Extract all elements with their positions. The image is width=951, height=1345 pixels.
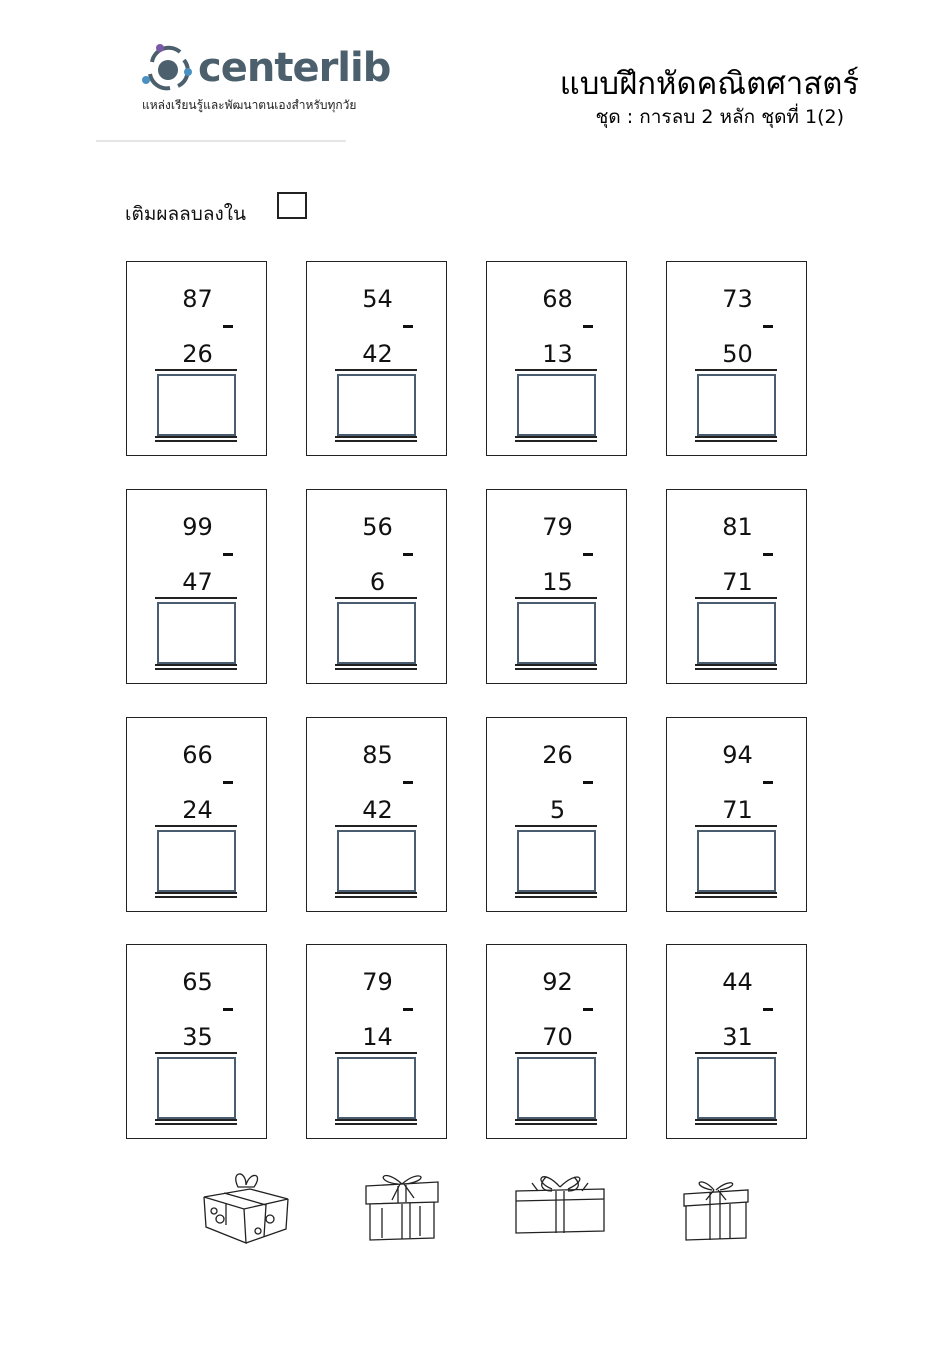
subtrahend: 15 <box>542 568 573 596</box>
minuend: 73 <box>722 285 753 313</box>
subtrahend: 71 <box>722 796 753 824</box>
gift-box-icon <box>512 1167 608 1235</box>
minus-sign <box>403 1008 413 1011</box>
answer-box[interactable] <box>517 374 596 436</box>
problem-card <box>486 944 627 1139</box>
problem-card <box>666 944 807 1139</box>
minus-sign <box>223 553 233 556</box>
subtrahend: 31 <box>722 1023 753 1051</box>
subtrahend: 35 <box>182 1023 213 1051</box>
double-underline <box>335 1119 417 1121</box>
minus-sign <box>223 325 233 328</box>
answer-box[interactable] <box>337 374 416 436</box>
centerlib-logo <box>140 40 400 120</box>
sum-line <box>155 1052 237 1054</box>
double-underline <box>335 664 417 666</box>
minuend: 54 <box>362 285 393 313</box>
subtrahend: 5 <box>549 796 566 824</box>
minuend: 85 <box>362 741 393 769</box>
logo-tagline: แหล่งเรียนรู้และพัฒนาตนเองสำหรับทุกวัย <box>142 98 357 112</box>
double-underline <box>695 896 777 898</box>
minuend: 66 <box>182 741 213 769</box>
answer-box[interactable] <box>337 1057 416 1119</box>
problem-card <box>126 944 267 1139</box>
page-subtitle: ชุด : การลบ 2 หลัก ชุดที่ 1(2) <box>595 106 844 128</box>
double-underline <box>695 668 777 670</box>
problem-card <box>126 489 267 684</box>
sum-line <box>155 369 237 371</box>
subtrahend: 50 <box>722 340 753 368</box>
gift-box-icon <box>200 1167 292 1245</box>
subtrahend: 13 <box>542 340 573 368</box>
double-underline <box>515 1123 597 1125</box>
double-underline <box>335 668 417 670</box>
gift-box-icon <box>362 1166 442 1244</box>
sum-line <box>155 825 237 827</box>
answer-box[interactable] <box>517 1057 596 1119</box>
double-underline <box>515 668 597 670</box>
double-underline <box>695 1123 777 1125</box>
minus-sign <box>763 325 773 328</box>
double-underline <box>515 1119 597 1121</box>
sum-line <box>335 369 417 371</box>
answer-box[interactable] <box>697 1057 776 1119</box>
double-underline <box>155 1123 237 1125</box>
minuend: 65 <box>182 968 213 996</box>
minus-sign <box>223 781 233 784</box>
sum-line <box>515 825 597 827</box>
minus-sign <box>763 1008 773 1011</box>
double-underline <box>515 436 597 438</box>
double-underline <box>155 896 237 898</box>
divider <box>96 140 346 142</box>
minus-sign <box>763 553 773 556</box>
double-underline <box>335 1123 417 1125</box>
double-underline <box>515 664 597 666</box>
answer-box[interactable] <box>337 602 416 664</box>
sum-line <box>695 1052 777 1054</box>
problem-card <box>486 489 627 684</box>
problem-card <box>306 261 447 456</box>
answer-box[interactable] <box>157 1057 236 1119</box>
double-underline <box>335 896 417 898</box>
minuend: 68 <box>542 285 573 313</box>
gift-box-icon <box>680 1172 752 1244</box>
double-underline <box>695 440 777 442</box>
problem-card <box>126 261 267 456</box>
problem-card <box>306 944 447 1139</box>
sum-line <box>515 597 597 599</box>
problem-card <box>306 489 447 684</box>
minuend: 56 <box>362 513 393 541</box>
answer-box[interactable] <box>157 602 236 664</box>
double-underline <box>515 892 597 894</box>
problem-card <box>126 717 267 912</box>
double-underline <box>695 436 777 438</box>
instruction-example-box <box>277 192 307 219</box>
double-underline <box>335 436 417 438</box>
sum-line <box>335 597 417 599</box>
minuend: 99 <box>182 513 213 541</box>
subtrahend: 26 <box>182 340 213 368</box>
minus-sign <box>223 1008 233 1011</box>
sum-line <box>695 597 777 599</box>
page-title: แบบฝึกหัดคณิตศาสตร์ <box>559 66 859 102</box>
problem-card <box>666 261 807 456</box>
problem-card <box>486 261 627 456</box>
logo-wordmark: centerlib <box>198 45 391 91</box>
minus-sign <box>403 553 413 556</box>
minuend: 92 <box>542 968 573 996</box>
subtrahend: 47 <box>182 568 213 596</box>
double-underline <box>155 1119 237 1121</box>
minuend: 94 <box>722 741 753 769</box>
subtrahend: 42 <box>362 340 393 368</box>
double-underline <box>695 892 777 894</box>
subtrahend: 71 <box>722 568 753 596</box>
answer-box[interactable] <box>517 830 596 892</box>
minus-sign <box>583 553 593 556</box>
sum-line <box>335 825 417 827</box>
minus-sign <box>403 781 413 784</box>
minuend: 26 <box>542 741 573 769</box>
answer-box[interactable] <box>337 830 416 892</box>
problem-card <box>666 717 807 912</box>
double-underline <box>155 892 237 894</box>
double-underline <box>695 1119 777 1121</box>
subtrahend: 42 <box>362 796 393 824</box>
sum-line <box>695 369 777 371</box>
problem-card <box>306 717 447 912</box>
sum-line <box>515 369 597 371</box>
instruction-text: เติมผลลบลงใน <box>125 203 247 225</box>
double-underline <box>515 440 597 442</box>
sum-line <box>155 597 237 599</box>
minuend: 79 <box>542 513 573 541</box>
minus-sign <box>583 325 593 328</box>
sum-line <box>695 825 777 827</box>
subtrahend: 14 <box>362 1023 393 1051</box>
double-underline <box>155 440 237 442</box>
minuend: 44 <box>722 968 753 996</box>
minus-sign <box>583 781 593 784</box>
minus-sign <box>763 781 773 784</box>
answer-box[interactable] <box>697 374 776 436</box>
logo-mark-icon <box>140 42 192 94</box>
double-underline <box>335 440 417 442</box>
double-underline <box>695 664 777 666</box>
minuend: 87 <box>182 285 213 313</box>
problem-card <box>666 489 807 684</box>
double-underline <box>155 664 237 666</box>
double-underline <box>155 668 237 670</box>
answer-box[interactable] <box>697 830 776 892</box>
minus-sign <box>583 1008 593 1011</box>
answer-box[interactable] <box>517 602 596 664</box>
sum-line <box>335 1052 417 1054</box>
minuend: 81 <box>722 513 753 541</box>
sum-line <box>515 1052 597 1054</box>
double-underline <box>155 436 237 438</box>
double-underline <box>515 896 597 898</box>
double-underline <box>335 892 417 894</box>
minuend: 79 <box>362 968 393 996</box>
answer-box[interactable] <box>157 374 236 436</box>
subtrahend: 70 <box>542 1023 573 1051</box>
subtrahend: 24 <box>182 796 213 824</box>
problem-card <box>486 717 627 912</box>
subtrahend: 6 <box>369 568 386 596</box>
answer-box[interactable] <box>157 830 236 892</box>
minus-sign <box>403 325 413 328</box>
answer-box[interactable] <box>697 602 776 664</box>
